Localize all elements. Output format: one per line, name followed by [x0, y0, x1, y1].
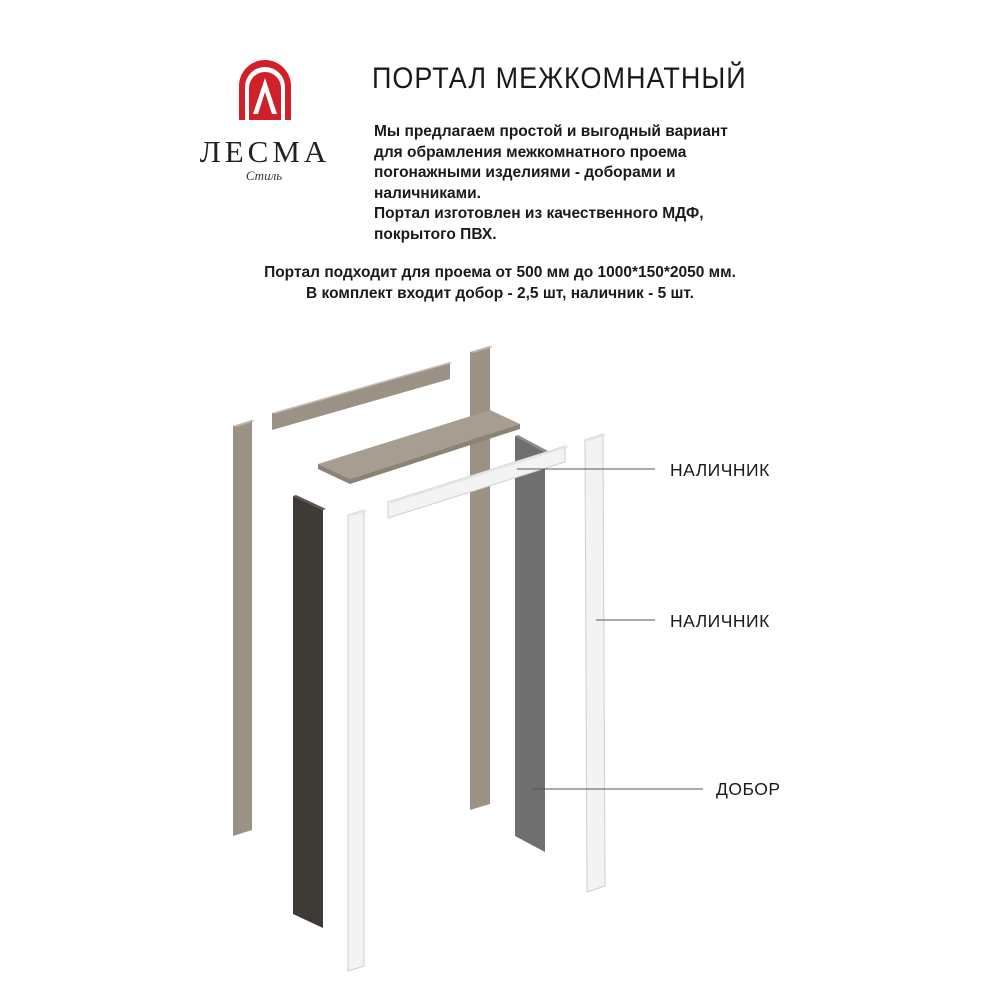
intro-line: погонажными изделиями - доборами и — [374, 164, 676, 181]
intro-line: Портал изготовлен из качественного МДФ, — [374, 205, 704, 222]
page-title: ПОРТАЛ МЕЖКОМНАТНЫЙ — [372, 62, 747, 95]
intro-line: Мы предлагаем простой и выгодный вариант — [374, 123, 728, 140]
dobor-top-back — [272, 362, 452, 430]
intro-line: покрытого ПВХ. — [374, 225, 497, 243]
nalichnik-front-left — [348, 510, 368, 971]
callout-label-nalichnik-top: НАЛИЧНИК — [670, 460, 770, 480]
brand-subtitle: Стиль — [245, 168, 283, 183]
callout-label-dobor: ДОБОР — [716, 779, 781, 799]
callout-label-nalichnik-right: НАЛИЧНИК — [670, 611, 770, 631]
dobor-left-post — [233, 420, 255, 836]
nalichnik-right — [585, 434, 607, 892]
brand-name: ЛЕСМА — [199, 134, 331, 169]
dobor-dark-panel — [293, 495, 326, 928]
spec-line: В комплект входит добор - 2,5 шт, наличник - 5 шт. — [306, 285, 694, 302]
intro-line: наличниками. — [374, 184, 481, 202]
intro-line: для обрамления межкомнатного проема — [374, 143, 687, 161]
spec-line: Портал подходит для проема от 500 мм до 1000*150*2050 мм. — [264, 264, 736, 281]
